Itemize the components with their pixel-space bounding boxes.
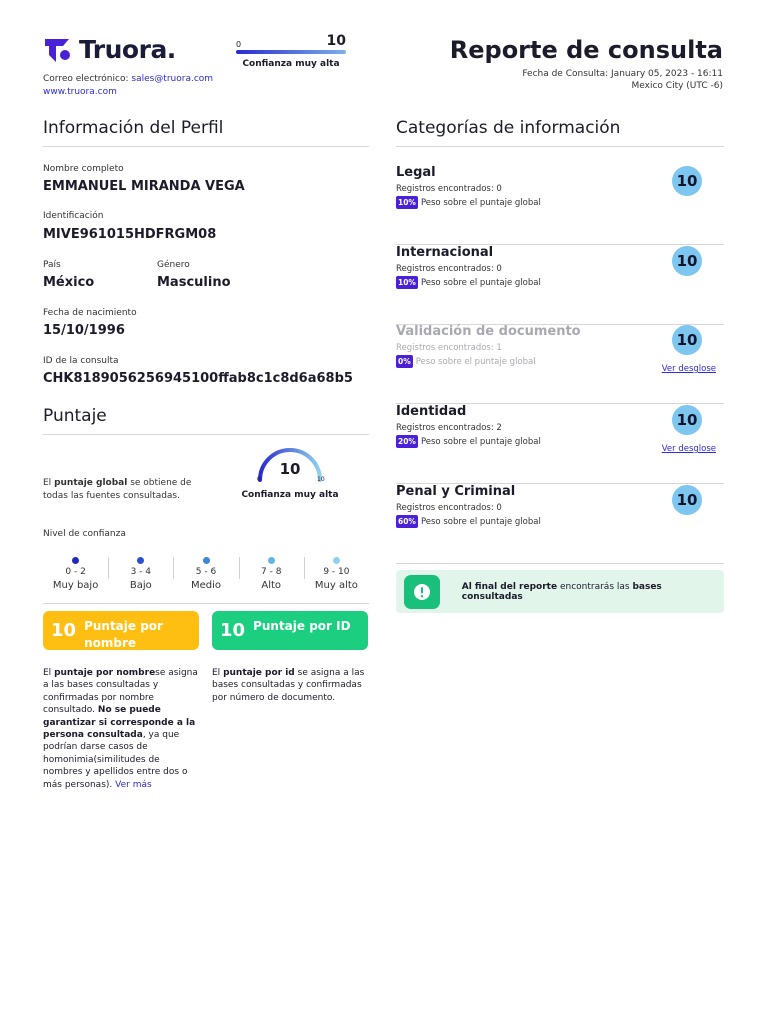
intro-post: se obtiene de todas las fuentes consultadas.	[43, 478, 192, 501]
contact-info	[43, 73, 213, 99]
level-range: 9 - 10	[323, 567, 350, 577]
notice-bold: Al final del reporte	[461, 581, 558, 592]
level-dot	[137, 557, 144, 564]
header-confidence	[236, 34, 346, 69]
level-name: Bajo	[129, 580, 152, 591]
category-identidad	[396, 404, 724, 484]
level-range: 7 - 8	[261, 567, 282, 577]
gauge-max: 10	[317, 476, 325, 483]
confidence-label: Confianza muy alta	[242, 59, 340, 69]
level-medio	[173, 555, 238, 591]
query-id-value: CHK8189056256945100ffab8c1c8d6a68b5	[43, 371, 353, 386]
score-title: Puntaje	[43, 406, 107, 426]
gauge-value: 10	[279, 460, 301, 478]
level-muy-bajo	[43, 555, 108, 591]
report-date-text: Fecha de Consulta: January 05, 2023 - 16:11	[522, 69, 723, 79]
brand-name: Truora.	[79, 34, 176, 64]
category-score-badge: 10	[672, 325, 702, 355]
weight-text: Peso sobre el puntaje global	[420, 197, 541, 208]
weight-text: Peso sobre el puntaje global	[420, 277, 541, 288]
truora-logo-icon	[43, 33, 75, 65]
level-name: Alto	[261, 580, 282, 591]
weight-badge: 10%	[398, 278, 416, 287]
score-by-id-description	[212, 667, 366, 704]
confidence-level-title: Nivel de confianza	[43, 529, 126, 539]
category-name: Penal y Criminal	[396, 484, 516, 499]
level-range: 3 - 4	[130, 567, 152, 577]
score-by-id-value: 10	[220, 620, 246, 641]
id-label: Identificación	[43, 211, 104, 221]
category-weight	[396, 196, 541, 209]
global-score-intro	[43, 477, 193, 503]
divider	[43, 146, 369, 147]
weight-text: Peso sobre el puntaje global	[420, 516, 541, 527]
category-records: Registros encontrados: 0	[396, 503, 502, 513]
desc-text: , ya que podrían darse casos de homonimia(similitudes de nombres y apellidos entre dos o más personas).	[43, 730, 188, 790]
alert-icon	[404, 575, 440, 609]
id-value: MIVE961015HDFRGM08	[43, 227, 217, 242]
desc-text: se asigna a las bases consultadas y confirmadas por número de documento.	[212, 668, 365, 703]
gender-label: Género	[157, 260, 190, 270]
category-name: Validación de documento	[396, 324, 581, 339]
score-by-name-value: 10	[51, 620, 77, 641]
dob-label: Fecha de nacimiento	[43, 308, 137, 318]
category-score-badge: 10	[672, 166, 702, 196]
score-by-id-card	[212, 611, 368, 650]
full-name-value: EMMANUEL MIRANDA VEGA	[43, 179, 245, 194]
level-muy-alto	[304, 555, 369, 591]
see-more-link[interactable]: Ver más	[115, 779, 152, 790]
country-label: País	[43, 260, 61, 270]
category-score-badge: 10	[672, 485, 702, 515]
website-link[interactable]: www.truora.com	[43, 87, 117, 97]
category-score-badge: 10	[672, 405, 702, 435]
weight-badge: 20%	[398, 437, 416, 446]
report-title: Reporte de consulta	[449, 36, 723, 64]
notice-mid: encontrarás las	[559, 581, 630, 592]
category-weight	[396, 276, 541, 289]
desc-text: El	[43, 668, 52, 678]
notice-text	[462, 582, 724, 602]
level-bajo	[108, 555, 173, 591]
consulted-bases-notice	[396, 570, 724, 613]
report-date	[522, 68, 723, 92]
view-breakdown-link[interactable]: Ver desglose	[661, 444, 716, 454]
desc-bold: puntaje por id	[223, 668, 295, 678]
category-penal-criminal	[396, 484, 724, 564]
category-name: Identidad	[396, 404, 467, 419]
view-breakdown-link[interactable]: Ver desglose	[661, 364, 716, 374]
weight-text: Peso sobre el puntaje global	[415, 356, 536, 367]
gender-value: Masculino	[157, 275, 231, 290]
report-timezone: Mexico City (UTC -6)	[631, 81, 723, 91]
category-score-badge: 10	[672, 246, 702, 276]
confidence-bar	[236, 50, 346, 54]
weight-badge: 10%	[398, 198, 416, 207]
weight-badge: 0%	[398, 357, 411, 366]
intro-pre: El	[43, 478, 52, 488]
score-by-name-title: Puntaje por nombre	[84, 619, 163, 650]
confidence-score: 10	[326, 33, 346, 49]
score-by-name-description	[43, 667, 201, 791]
level-name: Muy bajo	[52, 580, 99, 591]
level-dot	[72, 557, 79, 564]
intro-bold: puntaje global	[54, 478, 128, 488]
divider	[396, 563, 724, 564]
divider	[396, 146, 724, 147]
query-id-label: ID de la consulta	[43, 356, 119, 366]
level-name: Medio	[190, 580, 222, 591]
level-dot	[333, 557, 340, 564]
desc-text: se asigna a las bases consultadas y confirmadas por nombre consultado.	[43, 668, 198, 716]
gauge-min: 0	[257, 476, 261, 483]
score-gauge	[250, 442, 330, 487]
category-records: Registros encontrados: 1	[396, 343, 502, 353]
category-records: Registros encontrados: 0	[396, 184, 502, 194]
weight-text: Peso sobre el puntaje global	[420, 436, 541, 447]
category-weight	[396, 355, 536, 368]
category-name: Internacional	[396, 245, 494, 260]
notice-bold: bases consultadas	[461, 581, 662, 602]
category-name: Legal	[396, 165, 436, 180]
level-dot	[203, 557, 210, 564]
country-value: México	[43, 275, 95, 290]
categories-title: Categorías de información	[396, 118, 621, 138]
email-label: Correo electrónico:	[43, 74, 129, 84]
level-range: 5 - 6	[195, 567, 217, 577]
confidence-levels	[43, 555, 369, 591]
divider	[43, 603, 369, 604]
email-link[interactable]: sales@truora.com	[131, 74, 214, 84]
score-by-name-card	[43, 611, 199, 650]
truora-logo	[43, 33, 176, 65]
desc-warning: No se puede garantizar si corresponde a la persona consultada	[43, 705, 196, 741]
desc-bold: puntaje por nombre	[54, 668, 156, 678]
category-validacion-documento	[396, 324, 724, 404]
category-weight	[396, 515, 541, 528]
divider	[43, 434, 369, 435]
category-weight	[396, 435, 541, 448]
level-dot	[268, 557, 275, 564]
level-alto	[239, 555, 304, 591]
category-legal	[396, 165, 724, 245]
level-name: Muy alto	[314, 580, 358, 591]
score-by-id-title: Puntaje por ID	[253, 619, 351, 633]
weight-badge: 60%	[398, 517, 416, 526]
level-range: 0 - 2	[65, 567, 86, 577]
desc-text: El	[212, 668, 221, 678]
full-name-label: Nombre completo	[43, 164, 124, 174]
confidence-min: 0	[236, 40, 242, 49]
profile-title: Información del Perfil	[43, 118, 224, 138]
dob-value: 15/10/1996	[43, 323, 125, 338]
category-internacional	[396, 245, 724, 325]
gauge-label: Confianza muy alta	[241, 490, 339, 500]
category-records: Registros encontrados: 0	[396, 264, 502, 274]
category-records: Registros encontrados: 2	[396, 423, 502, 433]
